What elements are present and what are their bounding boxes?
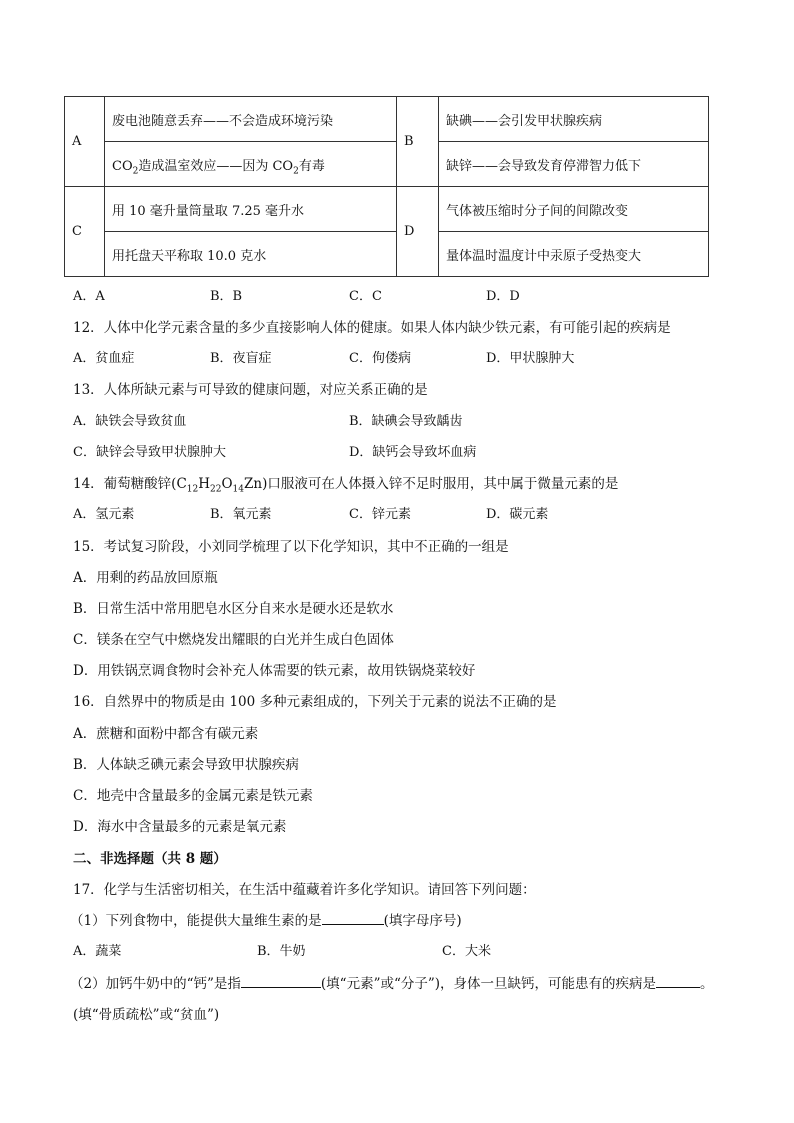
q13-option-a: A．缺铁会导致贫血 [73,414,187,429]
q15-option-a: A．用剩的药品放回原瓶 [73,570,218,586]
q14-stem: 14．葡萄糖酸锌$(C_{12}H_{22}O_{14}Zn)$口服液可在人体摄入锌不足时服用，其中属于微量元素的是 [73,476,619,495]
table-row [65,142,709,187]
q12-option-c: C．佝偻病 [349,351,411,366]
q14-option-a: A．氢元素 [73,507,135,522]
q14-option-d: D．碳元素 [486,507,549,522]
q17-option-b: B．牛奶 [257,944,306,959]
q11-option-a: A．A [73,289,105,304]
q17-option-c: C．大米 [442,944,491,959]
option-label-c: C [65,187,105,277]
q12-option-d: D．甲状腺肿大 [486,351,575,366]
q11-option-d: D．D [486,289,520,304]
answer-blank-1[interactable] [322,911,384,925]
option-b-statement-2: 缺锌——会导致发育停滞智力低下 [439,142,709,187]
q13-stem: 13．人体所缺元素与可导致的健康问题，对应关系正确的是 [73,382,428,398]
options-table [64,96,709,277]
option-label-a: A [65,97,105,187]
table-row [65,97,709,142]
q17-sub2-note: (填“骨质疏松”或“贫血”) [73,1007,220,1023]
q11-option-c: C．C [349,289,382,304]
q16-option-b: B．人体缺乏碘元素会导致甲状腺疾病 [73,757,299,773]
answer-blank-3[interactable] [656,974,700,988]
option-d-statement-2: 量体温时温度计中汞原子受热变大 [439,232,709,277]
option-label-b: B [397,97,439,187]
q17-stem: 17．化学与生活密切相关，在生活中蕴藏着许多化学知识。请回答下列问题： [73,882,536,898]
option-b-statement-1: 缺碘——会引发甲状腺疾病 [439,97,709,142]
q16-stem: 16．自然界中的物质是由 100 多种元素组成的，下列关于元素的说法不正确的是 [73,694,557,710]
q12-stem: 12．人体中化学元素含量的多少直接影响人体的健康。如果人体内缺少铁元素，有可能引起的疾病是 [73,320,671,336]
q17-sub1: （1）下列食物中，能提供大量维生素的是 (填字母序号) [70,913,462,929]
q12-option-b: B．夜盲症 [210,351,272,366]
q16-option-c: C．地壳中含量最多的金属元素是铁元素 [73,788,313,804]
table-row [65,187,709,232]
table-row [65,232,709,277]
q14-option-c: C．锌元素 [349,507,411,522]
q16-option-d: D．海水中含量最多的元素是氧元素 [73,819,287,835]
option-a-statement-2: $CO_2$造成温室效应——因为 $CO_2$有毒 [105,142,397,187]
q11-option-b: B．B [210,289,243,304]
option-label-d: D [397,187,439,277]
answer-blank-2[interactable] [241,974,321,988]
option-a-statement-1: 废电池随意丢弃——不会造成环境污染 [105,97,397,142]
q13-option-c: C．缺锌会导致甲状腺肿大 [73,445,226,460]
q16-option-a: A．蔗糖和面粉中都含有碳元素 [73,726,259,742]
option-c-statement-2: 用托盘天平称取 10.0 克水 [105,232,397,277]
q12-option-a: A．贫血症 [73,351,135,366]
q13-option-d: D．缺钙会导致坏血病 [349,445,477,460]
q17-sub2: （2）加钙牛奶中的“钙”是指 (填“元素”或“分子”)，身体一旦缺钙，可能患有的疾病是 。 [70,976,714,992]
q13-option-b: B．缺碘会导致龋齿 [349,414,463,429]
q15-option-d: D．用铁锅烹调食物时会补充人体需要的铁元素，故用铁锅烧菜较好 [73,663,476,679]
q15-option-c: C．镁条在空气中燃烧发出耀眼的白光并生成白色固体 [73,632,394,648]
option-c-statement-1: 用 10 毫升量筒量取 7.25 毫升水 [105,187,397,232]
section-title: 二、非选择题（共 8 题） [73,851,227,867]
q14-option-b: B．氧元素 [210,507,272,522]
q15-stem: 15．考试复习阶段，小刘同学梳理了以下化学知识，其中不正确的一组是 [73,539,509,555]
q17-option-a: A．蔬菜 [73,944,122,959]
option-d-statement-1: 气体被压缩时分子间的间隙改变 [439,187,709,232]
q15-option-b: B．日常生活中常用肥皂水区分自来水是硬水还是软水 [73,601,394,617]
